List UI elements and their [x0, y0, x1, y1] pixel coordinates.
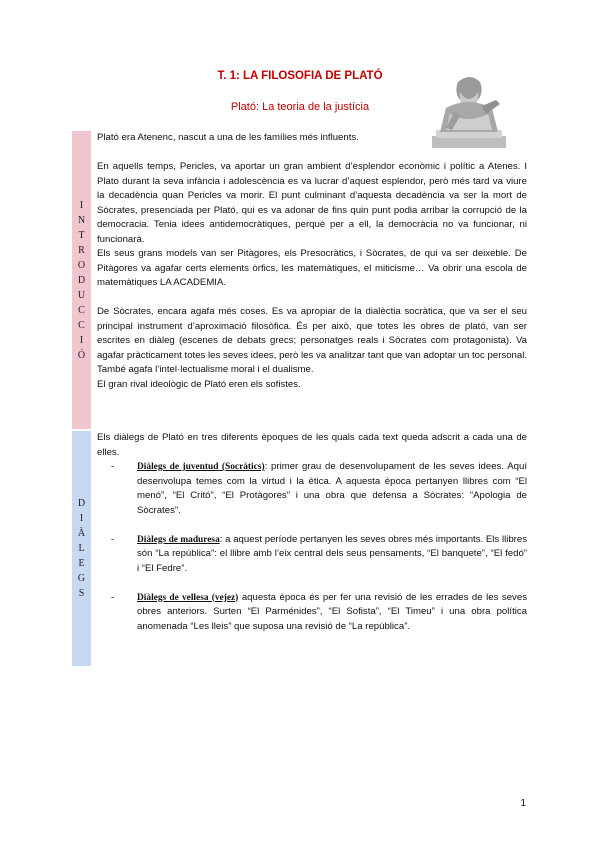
page-number: 1 [520, 798, 526, 809]
dialegs-section [72, 431, 527, 666]
list-item: - Diàlegs de juventud (Socràtics): primer grau de desenvolupament de les seves idees. Aquí desenvolupa temes com la virtud i la ètica. A aquesta època pertanyen llibres com “El menó”, “El Critó”, “El Protàgores” i una obra que defensa a Sòcrates: “Apologia de Sòcrates”. [111, 460, 527, 518]
dialegs-list [97, 460, 527, 634]
list-item: - Diàlegs de vellesa (vejez) aquesta època és per fer una revisió de les errades de les seves obres anteriors. Surten “El Parménides”, “El Sofista”, “El Timeu” i una obra política anomenada “Les lleis” que suposa una revisió de “La república”. [111, 591, 527, 635]
paragraph: En aquells temps, Pericles, va aportar un gran ambient d’esplendor econòmic i polític a Atenes. I Plato durant la seva infància i adolescència es va lucrar d’aquest esplendor, però més tard va viure la decadència quan Pericles va morir. El punt culminant d’aquesta decadència va ser la mort de Sòcrates, presenciada per Plató, qui es va adonar de fins quin punt podia arribar la corrupció de la democracia. Tenia idees antidemocràtiques, perquè per a ell, la democràcia no va funcionar, ni funcionarà. [97, 161, 527, 245]
list-item: - Diàlegs de maduresa: a aquest període pertanyen les seves obres més importants. Els llibres són “La república”: el llibre amb l’eix central dels seus pensaments, “El banquete”, “El fedó” i “El Fedre”. [111, 533, 527, 577]
item-heading: Diàlegs de maduresa [137, 534, 220, 545]
paragraph: Els seus grans models van ser Pitàgores, els Presocràtics, i Sòcrates, de qui va ser deixeble. De Pitàgores va agafar certs elements òrfics, les matemàtiques, el miticisme… Va obrir una escola de matemàtiques LA ACADEMIA. [97, 248, 527, 288]
item-heading: Diàlegs de vellesa (vejez) [137, 592, 239, 603]
introduccio-side-label: I N T R O D U C C I Ó [72, 131, 91, 429]
dialegs-content [91, 431, 527, 666]
paragraph: De Sòcrates, encara agafa més coses. Es va apropiar de la dialèctia socràtica, que va ser el seu principal instrument d’aproximació filosòfica. És per això, que totes les obres de plató, van ser escrites en diàleg (escenes de debats grecs; personatges reals i Sòcrates com protagonista). Va agafar pràcticament totes les seves idees, però les va analitzar tant que van adoptar un toc personal. També agafa l’intel·lectualisme moral i el dualisme. [97, 306, 527, 375]
paragraph: Plató era Atenenc, nascut a una de les famílies més influents. [97, 132, 359, 143]
page-subtitle: Plató: La teoria de la justícia [230, 101, 370, 113]
page-title: T. 1: LA FILOSOFIA DE PLATÓ [217, 70, 383, 82]
paragraph: El gran rival ideològic de Plató eren els sofistes. [97, 378, 301, 390]
introduccio-content [91, 131, 527, 429]
dialegs-side-label: D I À L E G S [72, 431, 91, 666]
paragraph: Els diàlegs de Plató en tres diferents èpoques de les quals cada text queda adscrit a cada una de elles. [97, 432, 527, 458]
introduccio-section [72, 131, 527, 429]
item-heading: Diàlegs de juventud (Socràtics) [137, 462, 265, 472]
